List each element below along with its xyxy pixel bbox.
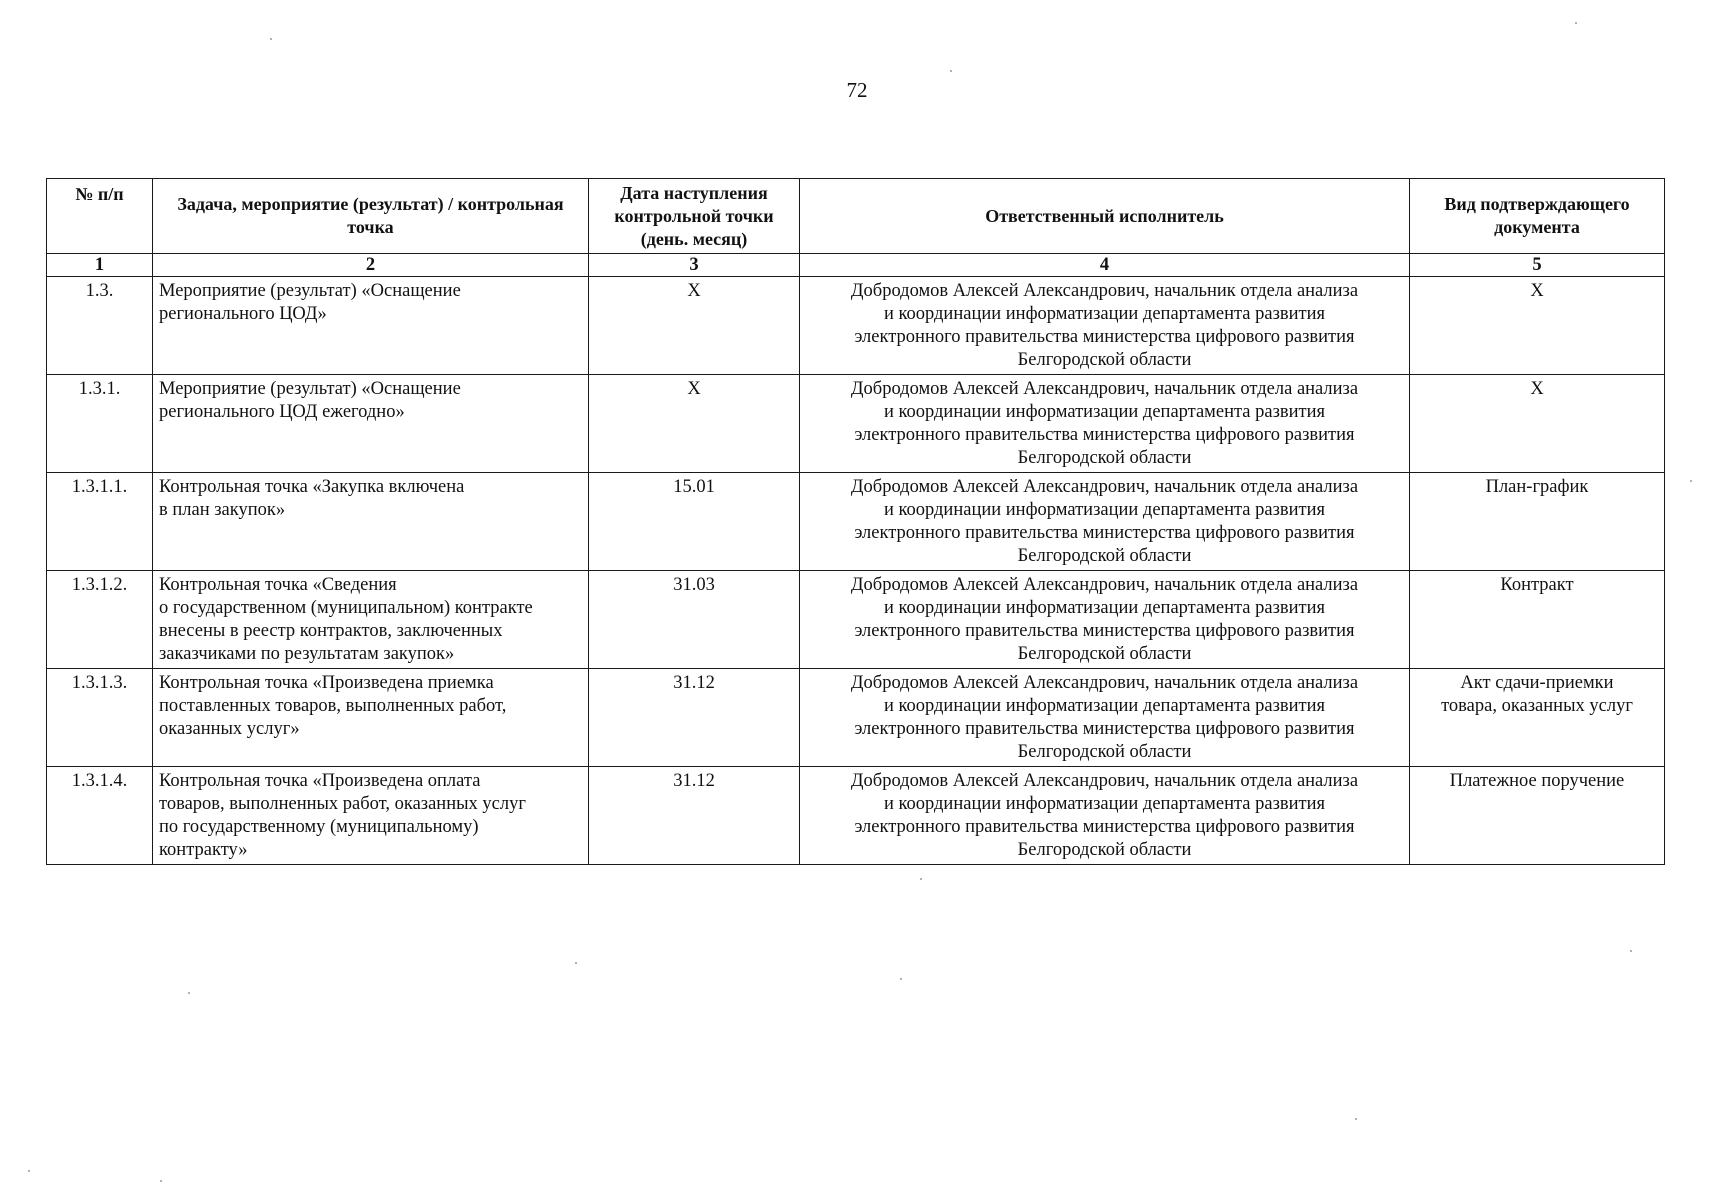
table-row xyxy=(47,571,1665,669)
responsible-line: Добродомов Алексей Александрович, начальник отдела анализа xyxy=(850,379,1359,399)
task-line: оказанных услуг» xyxy=(159,719,300,739)
task-line: внесены в реестр контрактов, заключенных xyxy=(159,621,503,641)
responsible-line: Белгородской области xyxy=(1017,742,1192,762)
column-number-row xyxy=(47,254,1665,277)
column-number: 5 xyxy=(1410,254,1665,277)
responsible-line: Белгородской области xyxy=(1017,350,1192,370)
responsible-line: Белгородской области xyxy=(1017,840,1192,860)
scan-speck xyxy=(270,38,272,40)
scan-speck xyxy=(160,1180,162,1182)
responsible-line: Белгородской области xyxy=(1017,546,1192,566)
responsible-line: Добродомов Алексей Александрович, начальник отдела анализа xyxy=(850,673,1359,693)
column-number: 3 xyxy=(589,254,800,277)
document-line: Х xyxy=(1530,379,1544,399)
task-cell xyxy=(153,473,589,571)
responsible-cell xyxy=(800,767,1410,865)
task-cell xyxy=(153,571,589,669)
responsible-cell xyxy=(800,277,1410,375)
date-cell: Х xyxy=(589,375,800,473)
table-row xyxy=(47,375,1665,473)
task-line: Контрольная точка «Произведена приемка xyxy=(159,673,494,693)
scan-speck xyxy=(900,978,902,980)
row-number-cell: 1.3.1.2. xyxy=(47,571,153,669)
document-cell xyxy=(1410,375,1665,473)
task-line: регионального ЦОД ежегодно» xyxy=(159,402,405,422)
task-line: контракту» xyxy=(159,840,248,860)
header-task: Задача, мероприятие (результат) / контрольная точка xyxy=(153,179,589,254)
responsible-line: электронного правительства министерства цифрового развития xyxy=(854,425,1355,445)
scan-speck xyxy=(1575,22,1577,24)
responsible-line: электронного правительства министерства цифрового развития xyxy=(854,817,1355,837)
task-line: по государственному (муниципальному) xyxy=(159,817,479,837)
document-line: Платежное поручение xyxy=(1449,771,1625,791)
row-number-cell: 1.3.1. xyxy=(47,375,153,473)
scan-speck xyxy=(575,962,577,964)
responsible-line: и координации информатизации департамента развития xyxy=(883,696,1326,716)
table-row xyxy=(47,767,1665,865)
row-number-cell: 1.3. xyxy=(47,277,153,375)
task-cell xyxy=(153,767,589,865)
document-line: План-график xyxy=(1485,477,1589,497)
table-row xyxy=(47,473,1665,571)
responsible-line: Добродомов Алексей Александрович, начальник отдела анализа xyxy=(850,771,1359,791)
date-cell: 31.12 xyxy=(589,669,800,767)
task-line: о государственном (муниципальном) контракте xyxy=(159,598,533,618)
responsible-line: и координации информатизации департамента развития xyxy=(883,794,1326,814)
responsible-line: Белгородской области xyxy=(1017,644,1192,664)
responsible-line: Добродомов Алексей Александрович, начальник отдела анализа xyxy=(850,477,1359,497)
task-line: Контрольная точка «Закупка включена xyxy=(159,477,465,497)
scan-speck xyxy=(1630,950,1632,952)
document-line: Акт сдачи-приемки xyxy=(1460,673,1614,693)
row-number-cell: 1.3.1.1. xyxy=(47,473,153,571)
responsible-line: и координации информатизации департамента развития xyxy=(883,500,1326,520)
task-line: заказчиками по результатам закупок» xyxy=(159,644,455,664)
task-line: товаров, выполненных работ, оказанных услуг xyxy=(159,794,526,814)
control-points-table xyxy=(46,178,1665,865)
task-line: Мероприятие (результат) «Оснащение xyxy=(159,281,461,301)
task-cell xyxy=(153,277,589,375)
date-cell: 31.12 xyxy=(589,767,800,865)
responsible-line: электронного правительства министерства цифрового развития xyxy=(854,327,1355,347)
document-line: товара, оказанных услуг xyxy=(1441,696,1633,716)
scan-speck xyxy=(1355,1118,1357,1120)
date-cell: 15.01 xyxy=(589,473,800,571)
table-header-row xyxy=(47,179,1665,254)
task-line: поставленных товаров, выполненных работ, xyxy=(159,696,507,716)
responsible-line: электронного правительства министерства цифрового развития xyxy=(854,719,1355,739)
document-cell xyxy=(1410,277,1665,375)
scan-speck xyxy=(28,1170,30,1172)
document-line: Х xyxy=(1530,281,1544,301)
task-line: регионального ЦОД» xyxy=(159,304,327,324)
responsible-line: электронного правительства министерства цифрового развития xyxy=(854,621,1355,641)
responsible-line: электронного правительства министерства цифрового развития xyxy=(854,523,1355,543)
responsible-line: Добродомов Алексей Александрович, начальник отдела анализа xyxy=(850,281,1359,301)
row-number-cell: 1.3.1.3. xyxy=(47,669,153,767)
task-line: Мероприятие (результат) «Оснащение xyxy=(159,379,461,399)
table-row xyxy=(47,277,1665,375)
responsible-cell xyxy=(800,375,1410,473)
responsible-line: Добродомов Алексей Александрович, начальник отдела анализа xyxy=(850,575,1359,595)
document-cell xyxy=(1410,571,1665,669)
scan-speck xyxy=(1690,480,1692,482)
document-cell xyxy=(1410,473,1665,571)
task-cell xyxy=(153,375,589,473)
document-cell xyxy=(1410,669,1665,767)
document-line: Контракт xyxy=(1500,575,1574,595)
responsible-line: Белгородской области xyxy=(1017,448,1192,468)
header-document: Вид подтверждающего документа xyxy=(1410,179,1665,254)
row-number-cell: 1.3.1.4. xyxy=(47,767,153,865)
task-line: Контрольная точка «Произведена оплата xyxy=(159,771,481,791)
column-number: 1 xyxy=(47,254,153,277)
date-cell: Х xyxy=(589,277,800,375)
task-line: в план закупок» xyxy=(159,500,286,520)
document-cell xyxy=(1410,767,1665,865)
responsible-line: и координации информатизации департамента развития xyxy=(883,598,1326,618)
scan-speck xyxy=(920,878,922,880)
scan-speck xyxy=(950,70,952,72)
column-number: 4 xyxy=(800,254,1410,277)
column-number: 2 xyxy=(153,254,589,277)
responsible-cell xyxy=(800,669,1410,767)
table-row xyxy=(47,669,1665,767)
responsible-cell xyxy=(800,571,1410,669)
header-responsible: Ответственный исполнитель xyxy=(800,179,1410,254)
header-number: № п/п xyxy=(47,179,153,254)
page-number: 72 xyxy=(846,78,868,102)
responsible-line: и координации информатизации департамента развития xyxy=(883,304,1326,324)
task-line: Контрольная точка «Сведения xyxy=(159,575,397,595)
responsible-line: и координации информатизации департамента развития xyxy=(883,402,1326,422)
task-cell xyxy=(153,669,589,767)
scan-speck xyxy=(188,992,190,994)
header-date: Дата наступления контрольной точки (день. месяц) xyxy=(589,179,800,254)
responsible-cell xyxy=(800,473,1410,571)
date-cell: 31.03 xyxy=(589,571,800,669)
